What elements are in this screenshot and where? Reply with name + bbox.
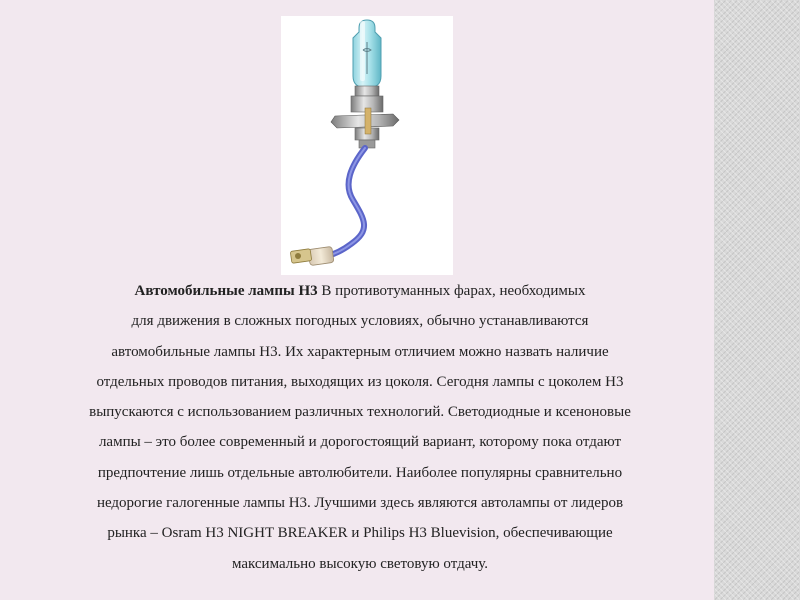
- lead-title: Автомобильные лампы Н3: [134, 283, 318, 299]
- text-line: отдельных проводов питания, выходящих из цоколя. Сегодня лампы с цоколем Н3: [96, 373, 624, 390]
- text-line: рынка – Osram H3 NIGHT BREAKER и Philips H3 Bluevision, обеспечивающие: [107, 525, 613, 542]
- text-line: максимально высокую световую отдачу.: [231, 555, 489, 572]
- text-line: В противотуманных фарах, необходимых: [317, 283, 586, 299]
- decorative-side-strip: [714, 0, 800, 600]
- h3-lamp-image: [281, 16, 453, 275]
- bulb-wire: [327, 148, 365, 256]
- bulb-base: [331, 86, 399, 148]
- text-line: выпускаются с использованием различных технологий. Светодиодные и ксеноновые: [89, 404, 631, 421]
- text-line: предпочтение лишь отдельные автолюбители. Наиболее популярны сравнительно: [97, 464, 623, 481]
- text-line: для движения в сложных погодных условиях, обычно устанавливаются: [131, 313, 589, 330]
- text-line: автомобильные лампы Н3. Их характерным отличием можно назвать наличие: [111, 343, 609, 360]
- bulb-connector: [290, 246, 334, 265]
- text-line: лампы – это более современный и дорогостоящий вариант, которому пока отдают: [98, 434, 622, 451]
- h3-lamp-illustration: [281, 16, 453, 275]
- bulb-glass: [353, 20, 381, 88]
- description-text: [22, 276, 698, 579]
- text-line: недорогие галогенные лампы Н3. Лучшими здесь являются автолампы от лидеров: [96, 495, 624, 512]
